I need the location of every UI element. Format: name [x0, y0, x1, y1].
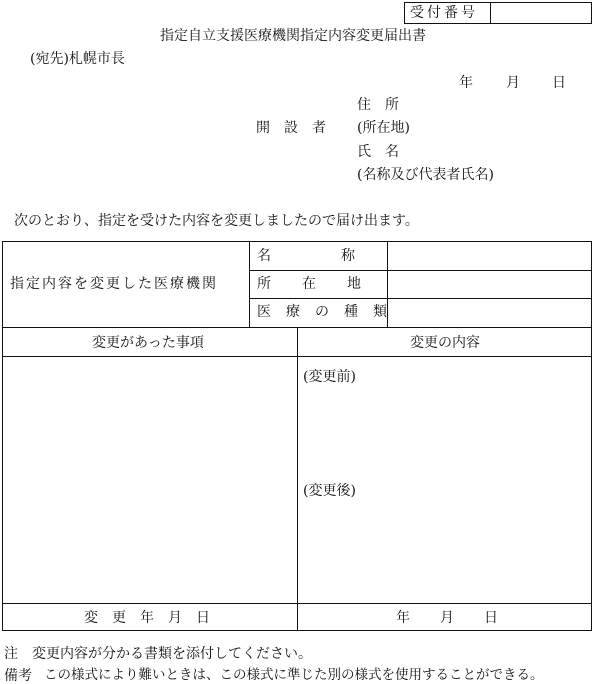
remarks-text: この様式により難いときは、この様式に準じた別の様式を使用することができる。 [44, 667, 544, 683]
address-sub-label: (所在地) [357, 120, 410, 136]
document-title: 指定自立支援医療機関指定内容変更届出書 [160, 28, 426, 44]
date-day: 日 [552, 75, 566, 91]
note-text: 変更内容が分かる書類を添付してください。 [32, 646, 312, 662]
changed-items-field[interactable] [8, 362, 292, 598]
institution-row-line-2 [249, 298, 591, 299]
after-label: (変更後) [303, 483, 356, 499]
receipt-label: 受付番号 [410, 5, 478, 21]
change-date-label: 変 更 年 月 日 [84, 610, 210, 626]
addressee: (宛先)札幌市長 [30, 51, 125, 67]
receipt-divider [490, 3, 491, 23]
address-label: 住 所 [357, 97, 399, 113]
change-date-month: 月 [440, 610, 454, 626]
name-sub-label: (名称及び代表者氏名) [357, 167, 494, 183]
changed-items-header: 変更があった事項 [92, 335, 204, 351]
changes-footer-line [3, 603, 591, 604]
name-label: 氏 名 [357, 144, 399, 160]
before-field[interactable] [303, 390, 587, 476]
institution-divider-1 [249, 242, 250, 327]
institution-type-label: 医 療 の 種 類 [257, 304, 388, 320]
institution-name-field[interactable] [392, 248, 588, 266]
note-marker: 注 [4, 646, 18, 662]
date-year: 年 [459, 75, 473, 91]
change-content-header: 変更の内容 [410, 335, 480, 351]
institution-row-line-1 [249, 270, 591, 271]
after-field[interactable] [303, 504, 587, 598]
institution-type-field[interactable] [392, 304, 588, 322]
changes-header-line [3, 356, 591, 357]
changes-center-divider [297, 328, 298, 630]
intro-text: 次のとおり、指定を受けた内容を変更しましたので届け出ます。 [14, 213, 419, 229]
before-label: (変更前) [303, 369, 356, 385]
receipt-number-field[interactable] [496, 6, 586, 20]
institution-address-label: 所 在 地 [257, 276, 362, 292]
remarks-marker: 備考 [4, 668, 32, 684]
change-date-year: 年 [396, 610, 410, 626]
applicant-group-label: 開 設 者 [256, 120, 326, 136]
change-date-day: 日 [484, 610, 498, 626]
institution-header: 指定内容を変更した医療機関 [10, 276, 218, 292]
institution-name-label: 名 称 [257, 248, 355, 264]
institution-address-field[interactable] [392, 276, 588, 294]
date-month: 月 [506, 75, 520, 91]
